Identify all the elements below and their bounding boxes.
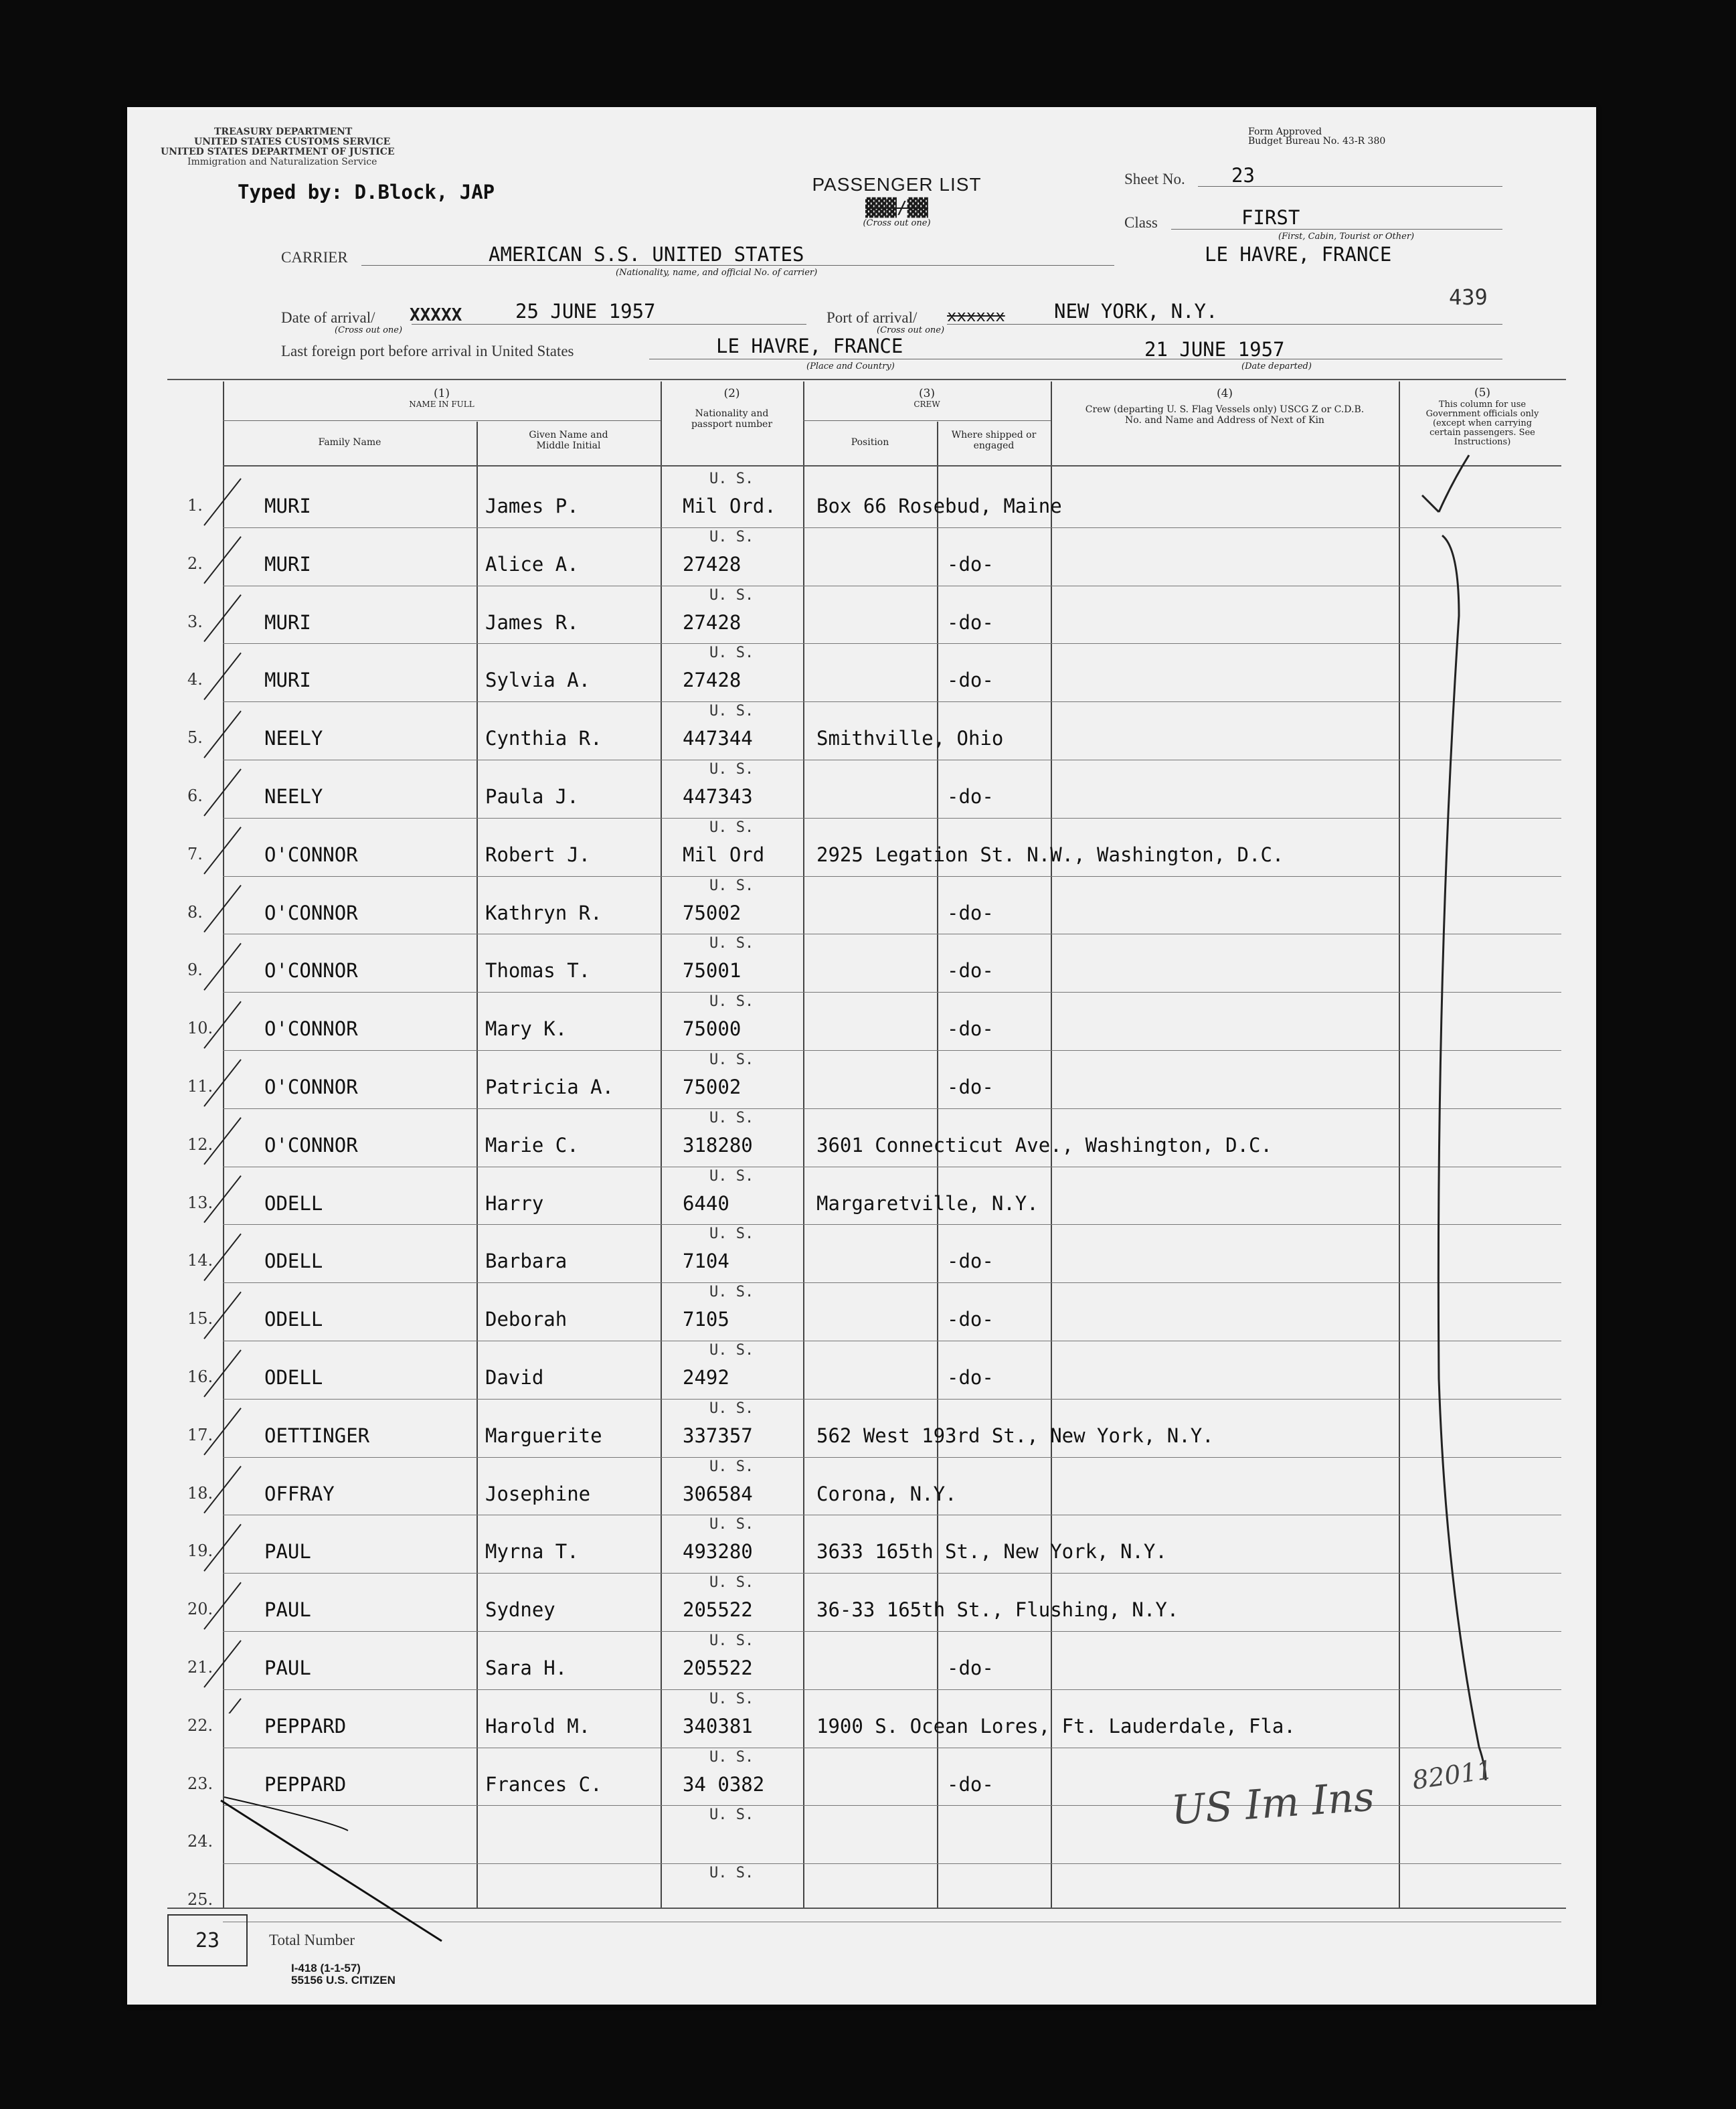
- row-number: 23.: [187, 1774, 213, 1793]
- address: -do-: [947, 959, 994, 983]
- passport-number: 447343: [683, 785, 753, 808]
- form-subtitle: (Cross out one): [863, 218, 931, 228]
- cross-out-hint-2: (Cross out one): [877, 325, 945, 335]
- nationality-label: U. S.: [709, 586, 754, 604]
- given-name: Kathryn R.: [485, 901, 602, 924]
- passport-number: 27428: [683, 552, 742, 576]
- row-number: 1.: [187, 496, 203, 515]
- address: Margaretville, N.Y.: [816, 1191, 1039, 1215]
- family-name: PAUL: [264, 1657, 311, 1679]
- family-name: PAUL: [264, 1598, 311, 1622]
- column-family-name: Family Name: [318, 437, 381, 448]
- row-number: 7.: [187, 844, 203, 863]
- carrier-hint: (Nationality, name, and official No. of carrier): [616, 268, 818, 278]
- form-code: [291, 1962, 396, 1987]
- agency-line: TREASURY DEPARTMENT: [214, 126, 353, 137]
- passport-number: 447344: [683, 727, 753, 750]
- family-name: MURI: [264, 669, 311, 692]
- passport-number: 2492: [683, 1366, 729, 1389]
- nationality-label: U. S.: [709, 1226, 754, 1243]
- family-name: ODELL: [264, 1250, 323, 1273]
- row-number: 25.: [187, 1890, 213, 1910]
- row-number: 5.: [187, 728, 203, 748]
- nationality-label: U. S.: [709, 1748, 754, 1766]
- nationality-label: U. S.: [709, 1806, 754, 1824]
- passport-number: 337357: [683, 1424, 753, 1447]
- family-name: NEELY: [264, 785, 323, 808]
- nationality-label: U. S.: [709, 1632, 754, 1649]
- nationality-label: U. S.: [709, 1109, 754, 1126]
- address: -do-: [947, 785, 994, 808]
- family-name: ODELL: [264, 1191, 323, 1215]
- passport-number: Mil Ord.: [683, 495, 776, 517]
- end-strike-line: [221, 1800, 442, 1941]
- column-position: Position: [851, 437, 889, 448]
- column-title: CREW: [914, 400, 940, 409]
- departed-value: 21 JUNE 1957: [1144, 338, 1285, 361]
- form-approved-label: Form Approved: [1248, 126, 1322, 137]
- nationality-label: U. S.: [709, 761, 754, 778]
- nationality-label: U. S.: [709, 877, 754, 894]
- family-name: PEPPARD: [264, 1714, 347, 1738]
- address: -do-: [947, 1366, 994, 1389]
- class-label: Class: [1124, 214, 1158, 231]
- passport-number: 7105: [683, 1308, 729, 1331]
- carrier-value: AMERICAN S.S. UNITED STATES: [489, 243, 804, 266]
- family-name: O'CONNOR: [264, 1133, 358, 1157]
- family-name: O'CONNOR: [264, 843, 358, 866]
- last-port-value: LE HAVRE, FRANCE: [716, 335, 903, 357]
- address: -do-: [947, 1250, 994, 1273]
- typed-by: Typed by: D.Block, JAP: [238, 181, 495, 203]
- address: -do-: [947, 552, 994, 576]
- form-title: PASSENGER LIST: [812, 174, 982, 195]
- given-name: Myrna T.: [485, 1540, 579, 1564]
- arrival-date-label: Date of arrival/: [281, 309, 375, 326]
- nationality-label: U. S.: [709, 1865, 754, 1882]
- address: -do-: [947, 610, 994, 634]
- given-name: Sara H.: [485, 1657, 568, 1679]
- row-number: 6.: [187, 786, 203, 805]
- column-title: NAME IN FULL: [409, 400, 474, 409]
- carrier-label: CARRIER: [281, 249, 348, 266]
- passport-number: 306584: [683, 1482, 753, 1505]
- total-number-label: Total Number: [269, 1932, 355, 1948]
- row-number: 15.: [187, 1309, 213, 1329]
- nationality-label: U. S.: [709, 819, 754, 836]
- column-number: (1): [433, 387, 450, 400]
- column-title: Crew (departing U. S. Flag Vessels only) USCG Z or C.D.B. No. and Name and Address of Next of Kin: [1085, 404, 1365, 426]
- row-number: 11.: [187, 1077, 213, 1096]
- address: Corona, N.Y.: [816, 1482, 957, 1505]
- nationality-label: U. S.: [709, 1342, 754, 1359]
- departure-port-top: LE HAVRE, FRANCE: [1205, 243, 1392, 266]
- nationality-label: U. S.: [709, 1574, 754, 1592]
- row-number: 22.: [187, 1715, 213, 1735]
- family-name: O'CONNOR: [264, 1076, 358, 1098]
- family-name: PEPPARD: [264, 1772, 347, 1796]
- arrival-date-value: 25 JUNE 1957: [515, 300, 656, 323]
- passport-number: 205522: [683, 1598, 753, 1622]
- column-number: (2): [723, 387, 740, 400]
- nationality-label: U. S.: [709, 645, 754, 662]
- passport-number: 27428: [683, 610, 742, 634]
- given-name: Robert J.: [485, 843, 591, 866]
- passport-number: 75002: [683, 901, 742, 924]
- given-name: Mary K.: [485, 1017, 568, 1041]
- sheet-label: Sheet No.: [1124, 171, 1185, 187]
- given-name: Marguerite: [485, 1424, 602, 1447]
- address: -do-: [947, 1308, 994, 1331]
- row-number: 3.: [187, 612, 203, 631]
- agency-line: UNITED STATES DEPARTMENT OF JUSTICE: [161, 147, 395, 157]
- last-port-label: Last foreign port before arrival in United States: [281, 343, 574, 359]
- nationality-label: U. S.: [709, 1400, 754, 1417]
- column-number: (4): [1216, 387, 1233, 400]
- given-name: James R.: [485, 610, 579, 634]
- address: 1900 S. Ocean Lores, Ft. Lauderdale, Fla.: [816, 1714, 1296, 1738]
- passport-number: 75002: [683, 1076, 742, 1098]
- row-number: 8.: [187, 902, 203, 922]
- given-name: James P.: [485, 495, 579, 517]
- given-name: Frances C.: [485, 1772, 602, 1796]
- passport-number: 205522: [683, 1657, 753, 1679]
- passport-number: Mil Ord: [683, 843, 765, 866]
- family-name: MURI: [264, 610, 311, 634]
- sheet-number: 23: [1231, 164, 1255, 187]
- nationality-label: U. S.: [709, 1051, 754, 1068]
- nationality-label: U. S.: [709, 1284, 754, 1301]
- given-name: Thomas T.: [485, 959, 591, 983]
- column-number: (5): [1474, 386, 1491, 400]
- row-number: 14.: [187, 1251, 213, 1270]
- given-name: Harold M.: [485, 1714, 591, 1738]
- address: Smithville, Ohio: [816, 727, 1004, 750]
- row-number: 2.: [187, 554, 203, 573]
- family-name: MURI: [264, 495, 311, 517]
- nationality-label: U. S.: [709, 993, 754, 1011]
- given-name: Cynthia R.: [485, 727, 602, 750]
- form-code-text: 55156 U.S. CITIZEN: [291, 1974, 396, 1987]
- address: Box 66 Rosebud, Maine: [816, 495, 1062, 517]
- checkmark: [1439, 455, 1469, 512]
- address: 3601 Connecticut Ave., Washington, D.C.: [816, 1133, 1272, 1157]
- given-name: Alice A.: [485, 552, 579, 576]
- address: -do-: [947, 1657, 994, 1679]
- row-number: 16.: [187, 1367, 213, 1386]
- given-name: Barbara: [485, 1250, 568, 1273]
- row-number: 13.: [187, 1193, 213, 1212]
- address: -do-: [947, 669, 994, 692]
- passport-number: 34 0382: [683, 1772, 765, 1796]
- given-name: Marie C.: [485, 1133, 579, 1157]
- nationality-label: U. S.: [709, 935, 754, 952]
- family-name: ODELL: [264, 1366, 323, 1389]
- address: 562 West 193rd St., New York, N.Y.: [816, 1424, 1214, 1447]
- passenger-list-document: TREASURY DEPARTMENT UNITED STATES CUSTOMS SERVICE UNITED STATES DEPARTMENT OF JUSTICE Immigration and Naturalization Service Typed by: D.Block, JAP PASSENGER LIST ▓▓▓/▓▓ (Cross out one) Form Approved Budget Bureau No. 43-R 380 Sheet No. 23 Class FIRST (First, Cabin, Tourist or Other) LE HAVRE, FRANCE 439 CARRIER AMERICAN S.S. UNITED STATES (Nationality, name, and official No. of carrier) Date of arrival/ XXXXX 25 JUNE 1957 (Cross out one) Port of arrival/ xxxxxx NEW YORK, N.Y. (Cross out one) Last foreign port before arrival in United States LE HAVRE, FRANCE (Place and Country) 21 JUNE 1957 (Date departed) (1) NAME IN FULL Family Name Given Name and Middle Initial (2) Nationality and passport number (3) CREW Position Where shipped or engaged (4) Crew (departing U. S. Flag Vessels only) USCG Z or C.D.B. No. and Name and Address of Next of Kin (5) This column for use Government officials only (except when carrying certain passengers. See Instructions) U. S. 1. MURI James P. Mil Ord. Box 66 Rosebud, Maine U. S. 2. MURI Alice A. 27428 -do- U. S. 3. MURI James R. 27428 -do- U. S. 4. MURI Sylvia A. 27428 -do- U. S. 5. NEELY Cynthia R. 447344 Smithville, Ohio U. S. 6. NEELY Paula J. 447343 -do- U. S. 7. O'CONNOR Robert J. Mil Ord 2925 Legation St. N.W., Washington, D.C. U. S. 8. O'CONNOR Kathryn R. 75002 -do- U. S. 9. O'CONNOR Thomas T. 75001 -do- U. S. 10. O'CONNOR Mary K. 75000 -do- U. S. 11. O'CONNOR Patricia A. 75002 -do- U. S. 12. O'CONNOR Marie C. 318280 3601 Connecticut Ave., Washington, D.C. U. S. 13. ODELL Harry 6440 Margaretville, N.Y. U. S. 14. ODELL Barbara 7104 -do- U. S. 15. ODELL Deborah 7105 -do- U. S. 16. ODELL David 2492 -do- U. S. 17. OETTINGER Marguerite 337357 562 West 193rd St., New York, N.Y. U. S. 18. OFFRAY Josephine 306584 Corona, N.Y. U. S. 19. PAUL Myrna T. 493280 3633 165th St., New York, N.Y. U. S. 20. PAUL Sydney 205522 36-33 165th St., Flushing, N.Y. U. S. 21. PAUL Sara H. 205522 -do- U. S. 22. PEPPARD Harold M. 340381 1900 S. Ocean Lores, Ft. Lauderdale, Fla. U. S. 23. PEPPARD Frances C. 34 0382 -do- U. S. 24. U. S. 25. US Im Ins 82011 23 Total Number I-418 (1-1-57) 55156 U.S. CITIZEN: [127, 107, 1596, 2005]
- passport-number: 493280: [683, 1540, 753, 1564]
- nationality-label: U. S.: [709, 1167, 754, 1185]
- nationality-label: U. S.: [709, 1516, 754, 1533]
- address: -do-: [947, 901, 994, 924]
- nationality-label: U. S.: [709, 1690, 754, 1707]
- form-title-block: PASSENGER LIST ▓▓▓/▓▓ (Cross out one): [796, 174, 997, 228]
- column-given-name: Given Name and Middle Initial: [529, 430, 608, 451]
- address: 3633 165th St., New York, N.Y.: [816, 1540, 1167, 1564]
- row-number: 4.: [187, 670, 203, 689]
- given-name: Deborah: [485, 1308, 568, 1331]
- nationality-label: U. S.: [709, 703, 754, 720]
- address: -do-: [947, 1017, 994, 1041]
- family-name: O'CONNOR: [264, 959, 358, 983]
- row-number: 12.: [187, 1134, 213, 1154]
- nationality-label: U. S.: [709, 528, 754, 545]
- nationality-label: U. S.: [709, 1458, 754, 1475]
- family-name: O'CONNOR: [264, 901, 358, 924]
- passport-number: 340381: [683, 1714, 753, 1738]
- cross-out-hint-1: (Cross out one): [335, 325, 403, 335]
- family-name: PAUL: [264, 1540, 311, 1564]
- given-name: Sydney: [485, 1598, 555, 1622]
- family-name: MURI: [264, 552, 311, 576]
- row-number: 20.: [187, 1600, 213, 1619]
- address: 2925 Legation St. N.W., Washington, D.C.: [816, 843, 1284, 866]
- column-title: Nationality and passport number: [691, 408, 773, 430]
- column-number: (3): [918, 387, 936, 400]
- given-name: Josephine: [485, 1482, 591, 1505]
- budget-bureau: Budget Bureau No. 43-R 380: [1248, 136, 1386, 147]
- last-port-hint: (Place and Country): [806, 361, 895, 371]
- row-number: 24.: [187, 1832, 213, 1851]
- column-title: This column for use Government officials only (except when carrying certain passengers. See Instructions): [1425, 400, 1539, 447]
- passport-number: 75001: [683, 959, 742, 983]
- given-name: Harry: [485, 1191, 544, 1215]
- family-name: ODELL: [264, 1308, 323, 1331]
- agency-line: Immigration and Naturalization Service: [187, 157, 377, 167]
- given-name: Patricia A.: [485, 1076, 614, 1098]
- passport-number: 7104: [683, 1250, 729, 1273]
- column-where-shipped: Where shipped or engaged: [951, 430, 1037, 451]
- given-name: Sylvia A.: [485, 669, 591, 692]
- row-number: 9.: [187, 960, 203, 980]
- passport-number: 318280: [683, 1133, 753, 1157]
- passport-number: 27428: [683, 669, 742, 692]
- departed-hint: (Date departed): [1241, 361, 1312, 371]
- arrival-port-label: Port of arrival/: [827, 309, 918, 326]
- row-number: 19.: [187, 1541, 213, 1561]
- arrival-port-value: NEW YORK, N.Y.: [1054, 300, 1218, 323]
- address: -do-: [947, 1772, 994, 1796]
- passport-number: 75000: [683, 1017, 742, 1041]
- class-value: FIRST: [1241, 206, 1300, 229]
- handwritten-marks: [127, 107, 1596, 2005]
- address: 36-33 165th St., Flushing, N.Y.: [816, 1598, 1179, 1622]
- row-number: 10.: [187, 1019, 213, 1038]
- family-name: OETTINGER: [264, 1424, 370, 1447]
- passport-number: 6440: [683, 1191, 729, 1215]
- vertical-tally-line: [1438, 535, 1486, 1780]
- class-hint: (First, Cabin, Tourist or Other): [1278, 232, 1415, 242]
- family-name: NEELY: [264, 727, 323, 750]
- total-number-box: 23: [167, 1914, 248, 1966]
- agency-line: UNITED STATES CUSTOMS SERVICE: [194, 137, 391, 147]
- nationality-label: U. S.: [709, 471, 754, 487]
- row-number: 18.: [187, 1483, 213, 1503]
- row-number: 21.: [187, 1658, 213, 1677]
- page-number: 439: [1449, 284, 1488, 310]
- given-name: David: [485, 1366, 544, 1389]
- handwritten-number: 82011: [1410, 1754, 1495, 1796]
- family-name: OFFRAY: [264, 1482, 335, 1505]
- address: -do-: [947, 1076, 994, 1098]
- given-name: Paula J.: [485, 785, 579, 808]
- form-number: I-418 (1-1-57): [291, 1962, 361, 1974]
- handwritten-annotation: US Im Ins: [1169, 1773, 1376, 1835]
- family-name: O'CONNOR: [264, 1017, 358, 1041]
- row-number: 17.: [187, 1425, 213, 1444]
